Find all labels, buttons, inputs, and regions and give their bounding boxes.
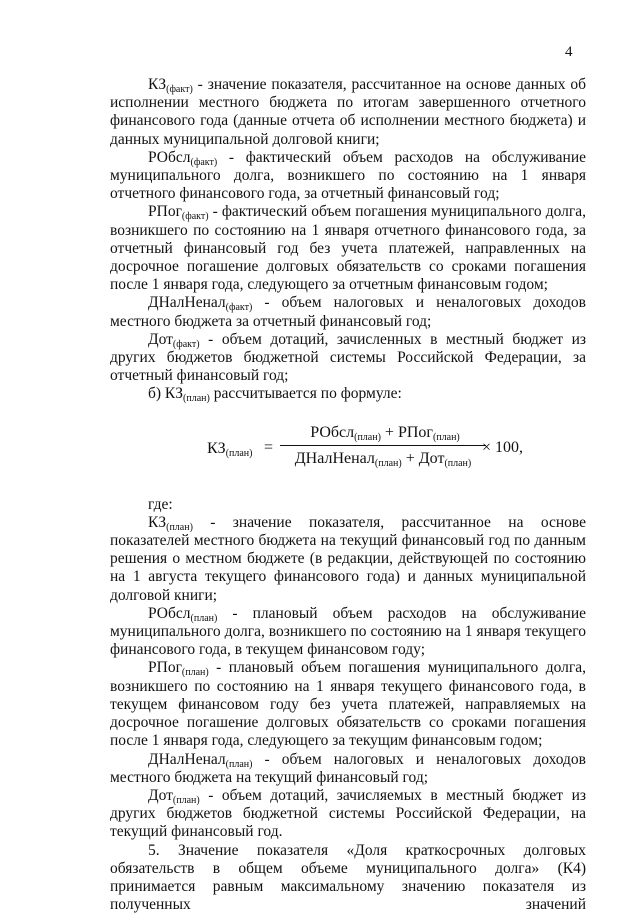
formula-kz-plan	[110, 404, 586, 496]
term: ДНалНенал	[148, 294, 226, 312]
term: КЗ	[148, 76, 167, 93]
term-subscript: (план)	[166, 521, 193, 533]
fraction-bar	[280, 445, 486, 446]
where-label: где:	[148, 495, 173, 513]
intro-text: рассчитывается по формуле:	[209, 385, 402, 403]
item-5-paragraph: 5. Значение показателя «Доля краткосрочных долговых обязательств в общем объеме муниципального долга» (К4) принимается равным максимальному значению показателя из полученных значений	[110, 841, 586, 914]
term-subscript: (факт)	[190, 156, 218, 168]
definition-dot-fakt	[110, 331, 586, 386]
term-subscript: (факт)	[181, 211, 209, 223]
term-subscript: (факт)	[225, 302, 253, 314]
term-subscript: (план)	[183, 393, 210, 405]
definition-text: - значение показателя, рассчитанное на основе данных об исполнении местного бюджета по итогам завершенного отчетного финансового года (данные отчета об исполнении местного бюджета) и данных муниципальной долговой книги;	[110, 76, 586, 148]
definition-robsl-fakt	[110, 149, 586, 204]
term-subscript: (план)	[172, 794, 200, 806]
term: КЗ	[148, 513, 167, 531]
term: РПог	[148, 203, 182, 221]
definition-text: - плановый объем погашения муниципального долга, возникшего по состоянию на 1 января текущего финансового года, в текущем финансовом году без учета платежей, направляемых на досрочное погашение долговых обязательств со сроками погашения после 1 января года, следующего за текущим финансовым годом;	[110, 659, 586, 750]
definition-rpog-fakt	[110, 203, 586, 294]
subsection-prefix: б) КЗ	[148, 385, 184, 403]
formula-numerator: РОбсл$_{(план)}$ + РПог$_{(план)}$	[310, 423, 460, 443]
term-subscript: (план)	[190, 612, 218, 624]
definition-kz-fakt	[110, 76, 586, 149]
term: РПог	[148, 659, 182, 677]
definition-text: - объем дотаций, зачисляемых в местный бюджет из других бюджетов бюджетной системы Российской Федерации, на текущий финансовый год.	[110, 786, 586, 841]
term-subscript: (план)	[225, 758, 253, 770]
term: Дот	[148, 330, 173, 348]
definition-text: - объем налоговых и неналоговых доходов местного бюджета на текущий финансовый год;	[110, 750, 586, 786]
term: ДНалНенал	[148, 750, 226, 768]
term-subscript: (план)	[181, 667, 209, 679]
definition-text: - плановый объем расходов на обслуживание муниципального долга, возникшего по состоянию на 1 января текущего финансового года, в текущем финансовом году;	[110, 604, 586, 659]
subsection-b-intro	[110, 385, 586, 403]
definition-text: - фактический объем погашения муниципального долга, возникшего по состоянию на 1 января отчетного финансового года, за отчетный финансовый год без учета платежей, направленных на досрочное погашение долговых обязательств со сроками погашения после 1 января года, следующего за отчетным финансовым годом;	[110, 203, 586, 294]
definition-kz-plan	[110, 514, 586, 605]
formula-denominator: ДНалНенал$_{(план)}$ + Дот$_{(план)}$	[294, 449, 472, 469]
definition-rpog-plan	[110, 659, 586, 750]
term: РОбсл	[148, 604, 191, 622]
definition-text: - объем дотаций, зачисленных в местный бюджет из других бюджетов бюджетной системы Российской Федерации, за отчетный финансовый год;	[110, 330, 586, 385]
definition-text: - объем налоговых и неналоговых доходов местного бюджета за отчетный финансовый год;	[110, 294, 586, 330]
formula-lhs: $КЗ_{(план)}$	[207, 439, 253, 459]
definition-dnal-plan	[110, 751, 586, 787]
page-number: 4	[565, 44, 573, 60]
document-body	[110, 76, 586, 914]
definition-text: - фактический объем расходов на обслуживание муниципального долга, возникшего по состоянию на 1 января отчетного финансового года, за отчетный финансовый год;	[110, 148, 586, 203]
definition-text: - значение показателя, рассчитанное на основе показателей местного бюджета на текущий финансовый год по данным решения о местном бюджете (в редакции, действующей по состоянию на 1 августа текущего финансового года) и данных муниципальной долговой книги;	[110, 513, 586, 604]
term-subscript: (факт)	[166, 84, 193, 95]
definition-dnal-fakt	[110, 294, 586, 330]
term: РОбсл	[148, 148, 191, 166]
term-subscript: (факт)	[172, 338, 200, 350]
definition-robsl-plan	[110, 605, 586, 660]
formula-multiplier: × 100,	[482, 438, 524, 456]
formula-equals: =	[264, 438, 274, 456]
term: Дот	[148, 786, 173, 804]
definition-dot-plan	[110, 787, 586, 842]
